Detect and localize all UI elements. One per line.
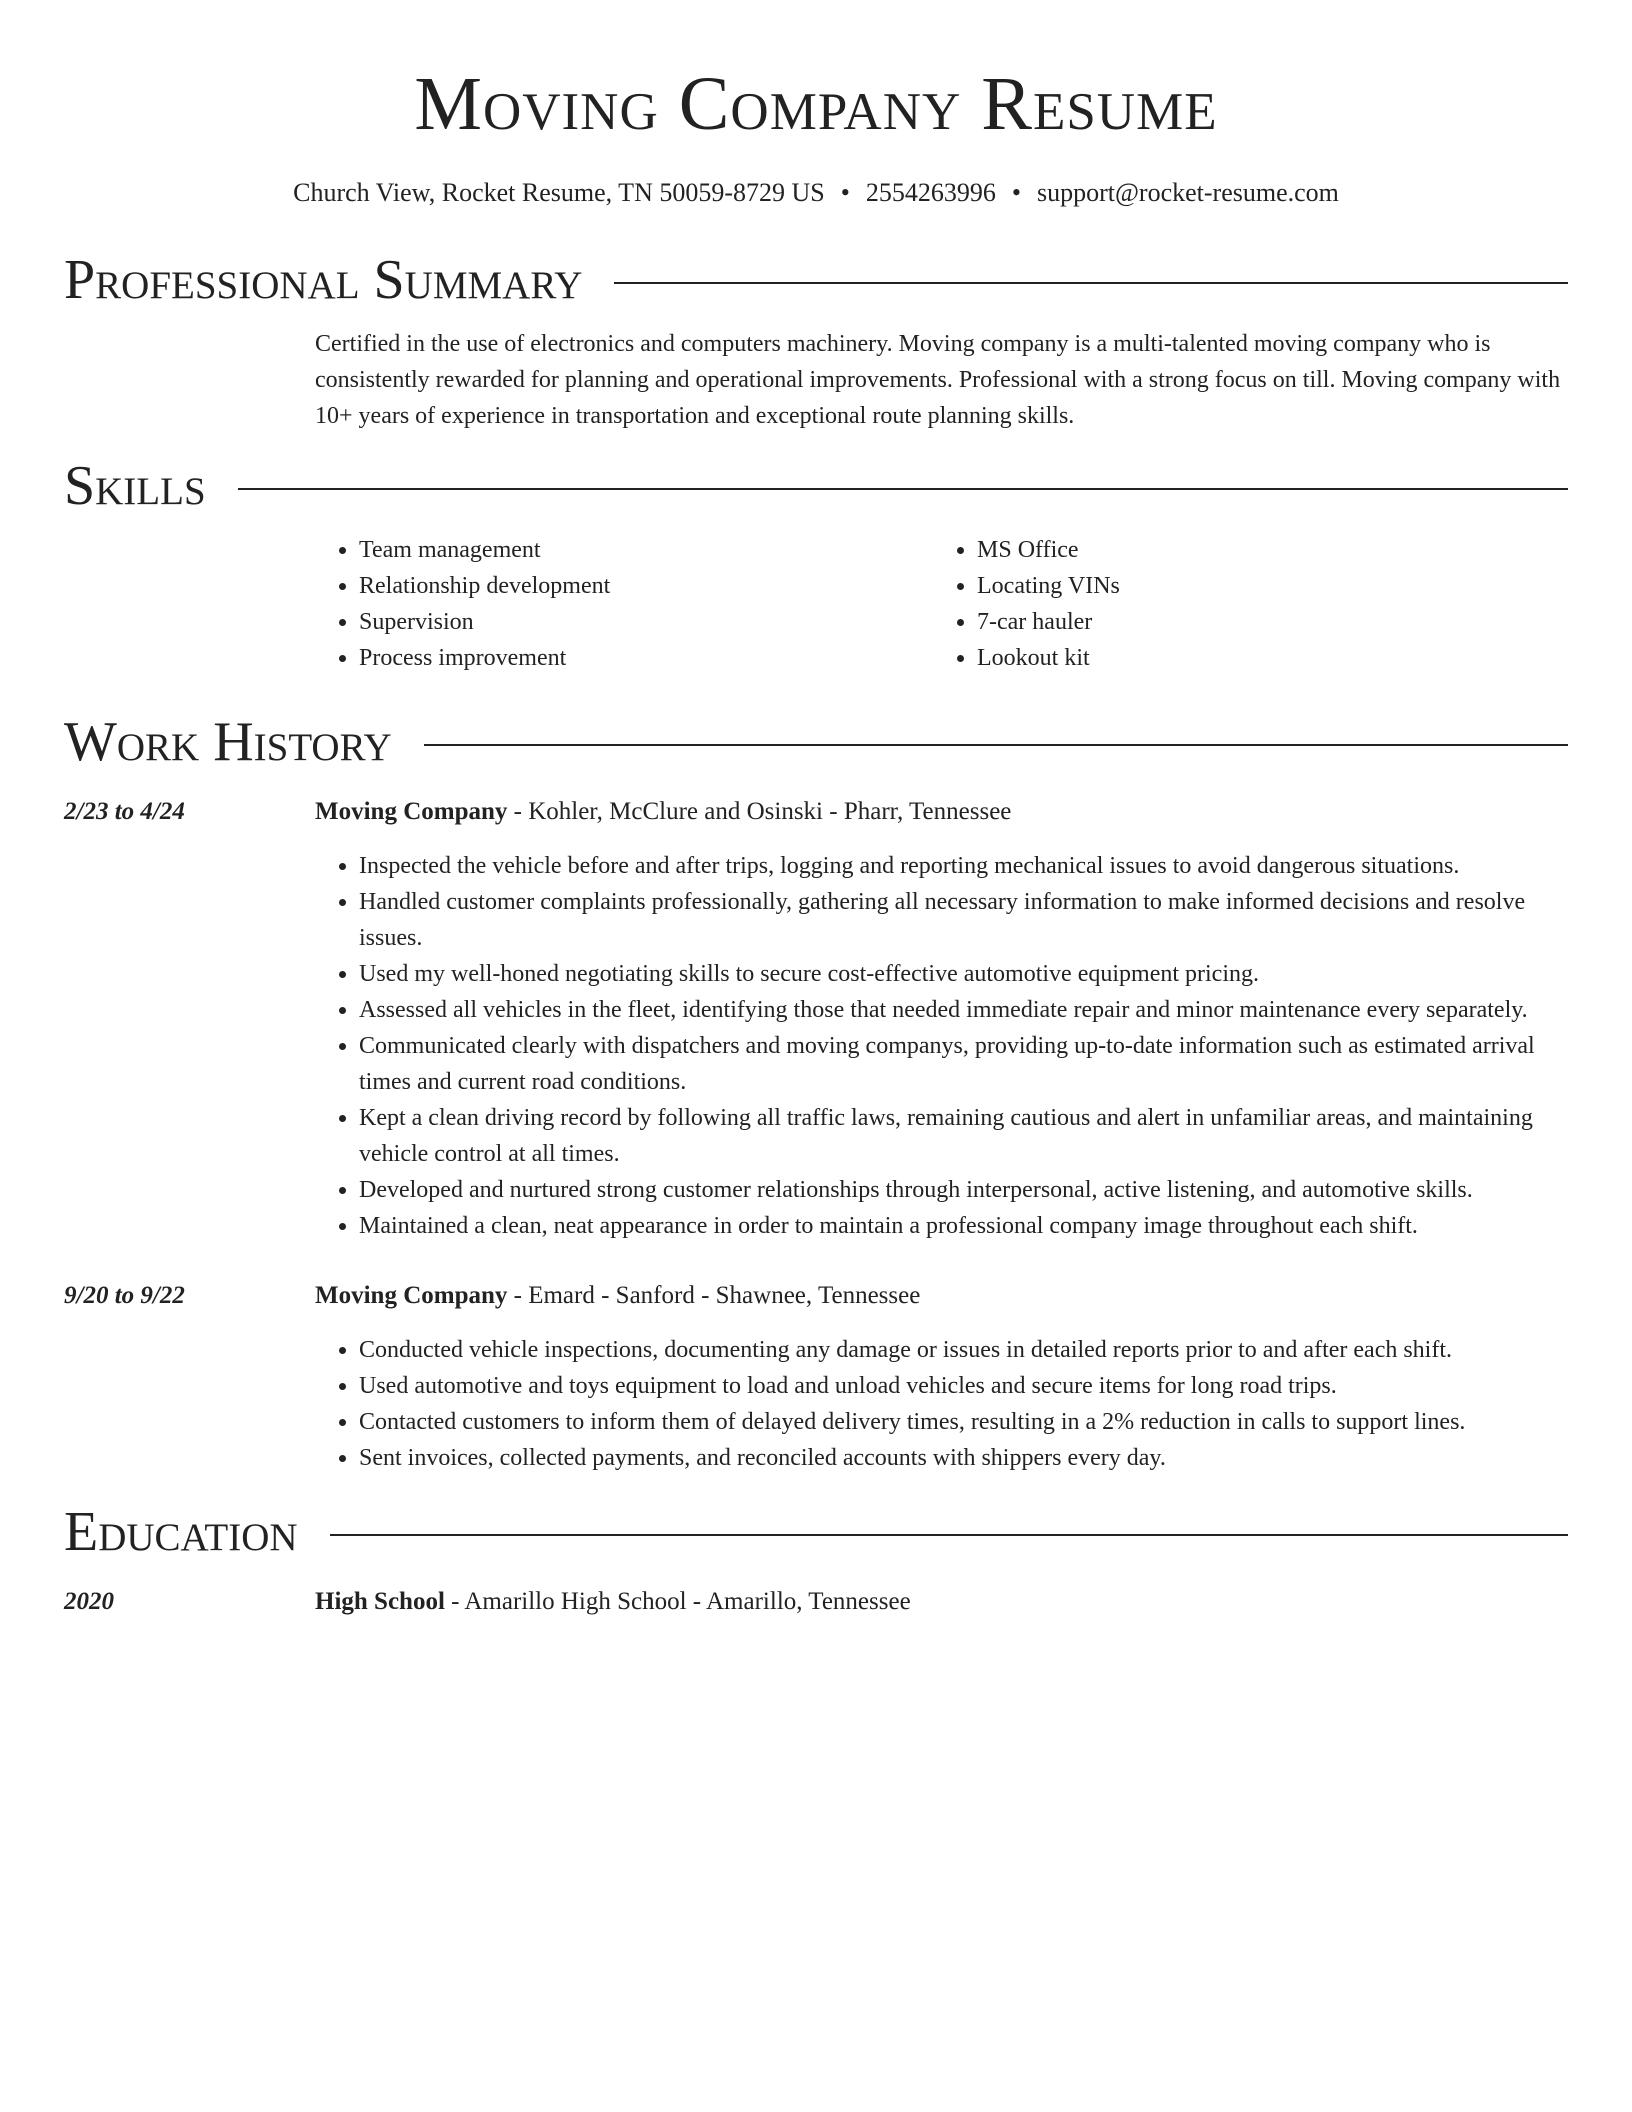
job-heading bbox=[315, 1278, 1568, 1314]
education-heading bbox=[64, 1492, 1568, 1572]
job-details: - Kohler, McClure and Osinski - Pharr, Tennessee bbox=[507, 798, 1012, 825]
job-heading bbox=[315, 794, 1568, 830]
contact-separator: • bbox=[840, 178, 850, 207]
section-title: Education bbox=[64, 1501, 298, 1563]
section-divider bbox=[424, 744, 1568, 746]
job-duties bbox=[315, 848, 1568, 1244]
duty-item: • Sent invoices, collected payments, and reconciled accounts with shippers every day. bbox=[359, 1440, 1568, 1476]
duty-item: • Inspected the vehicle before and after trips, logging and reporting mechanical issues to avoid dangerous situations. bbox=[359, 848, 1568, 884]
contact-line bbox=[64, 176, 1568, 210]
education-year: 2020 bbox=[64, 1588, 114, 1615]
skill-item: • 7-car hauler bbox=[977, 604, 1551, 640]
skill-item: • Supervision bbox=[359, 604, 933, 640]
skills-body bbox=[315, 532, 1568, 676]
work-heading bbox=[64, 702, 1568, 782]
section-divider bbox=[614, 282, 1568, 284]
job-role: Moving Company bbox=[315, 798, 508, 825]
education-details: - Amarillo High School - Amarillo, Tennessee bbox=[444, 1588, 911, 1615]
job-entry bbox=[64, 1278, 1568, 1476]
summary-section bbox=[64, 240, 1568, 434]
skill-item: • Team management bbox=[359, 532, 933, 568]
duty-item: • Used my well-honed negotiating skills to secure cost-effective automotive equipment pricing. bbox=[359, 956, 1568, 992]
duty-item: • Contacted customers to inform them of delayed delivery times, resulting in a 2% reduction in calls to support lines. bbox=[359, 1404, 1568, 1440]
education-body bbox=[315, 1584, 1568, 1620]
job-details: - Emard - Sanford - Shawnee, Tennessee bbox=[507, 1282, 921, 1309]
section-title: Professional Summary bbox=[64, 249, 583, 311]
skill-item: • Process improvement bbox=[359, 640, 933, 676]
skills-section bbox=[64, 446, 1568, 676]
section-title: Skills bbox=[64, 455, 206, 517]
skill-item: • Relationship development bbox=[359, 568, 933, 604]
duty-item: • Assessed all vehicles in the fleet, identifying those that needed immediate repair and minor maintenance every separately. bbox=[359, 992, 1568, 1028]
work-section bbox=[64, 702, 1568, 1476]
duty-item: • Handled customer complaints professionally, gathering all necessary information to make informed decisions and resolve issues. bbox=[359, 884, 1568, 956]
contact-separator: • bbox=[1011, 178, 1021, 207]
summary-body bbox=[315, 326, 1568, 434]
skills-list-left bbox=[315, 532, 933, 676]
section-title: Work History bbox=[64, 711, 392, 773]
education-section bbox=[64, 1492, 1568, 1620]
job-dates: 9/20 to 9/22 bbox=[64, 1282, 185, 1309]
duty-item: • Conducted vehicle inspections, documenting any damage or issues in detailed reports prior to and after each shift. bbox=[359, 1332, 1568, 1368]
duty-item: • Kept a clean driving record by following all traffic laws, remaining cautious and alert in unfamiliar areas, and maintaining vehicle control at all times. bbox=[359, 1100, 1568, 1172]
education-entry bbox=[64, 1584, 1568, 1620]
job-duties bbox=[315, 1332, 1568, 1476]
skills-heading bbox=[64, 446, 1568, 526]
summary-heading bbox=[64, 240, 1568, 320]
duty-item: • Maintained a clean, neat appearance in order to maintain a professional company image throughout each shift. bbox=[359, 1208, 1568, 1244]
duty-item: • Used automotive and toys equipment to load and unload vehicles and secure items for long road trips. bbox=[359, 1368, 1568, 1404]
contact-phone: 2554263996 bbox=[865, 178, 996, 207]
contact-address: Church View, Rocket Resume, TN 50059-8729 US bbox=[293, 178, 825, 207]
job-role: Moving Company bbox=[315, 1282, 508, 1309]
summary-text: Certified in the use of electronics and computers machinery. Moving company is a multi-talented moving company who is consistently rewarded for planning and operational improvements. Professional with a strong focus on till. Moving company with 10+ years of experience in transportation and exceptional route planning skills. bbox=[315, 331, 1561, 429]
education-degree: High School bbox=[315, 1588, 445, 1615]
skill-item: • MS Office bbox=[977, 532, 1551, 568]
skill-item: • Locating VINs bbox=[977, 568, 1551, 604]
job-dates: 2/23 to 4/24 bbox=[64, 798, 185, 825]
resume-name: Moving Company Resume bbox=[414, 62, 1218, 146]
duty-item: • Developed and nurtured strong customer relationships through interpersonal, active listening, and automotive skills. bbox=[359, 1172, 1568, 1208]
skill-item: • Lookout kit bbox=[977, 640, 1551, 676]
skills-list-right bbox=[933, 532, 1551, 676]
job-entry bbox=[64, 794, 1568, 1244]
contact-email: support@rocket-resume.com bbox=[1036, 178, 1339, 207]
section-divider bbox=[238, 488, 1568, 490]
job-body bbox=[315, 794, 1568, 1244]
job-body bbox=[315, 1278, 1568, 1476]
section-divider bbox=[330, 1534, 1568, 1536]
duty-item: • Communicated clearly with dispatchers and moving companys, providing up-to-date information such as estimated arrival times and current road conditions. bbox=[359, 1028, 1568, 1100]
